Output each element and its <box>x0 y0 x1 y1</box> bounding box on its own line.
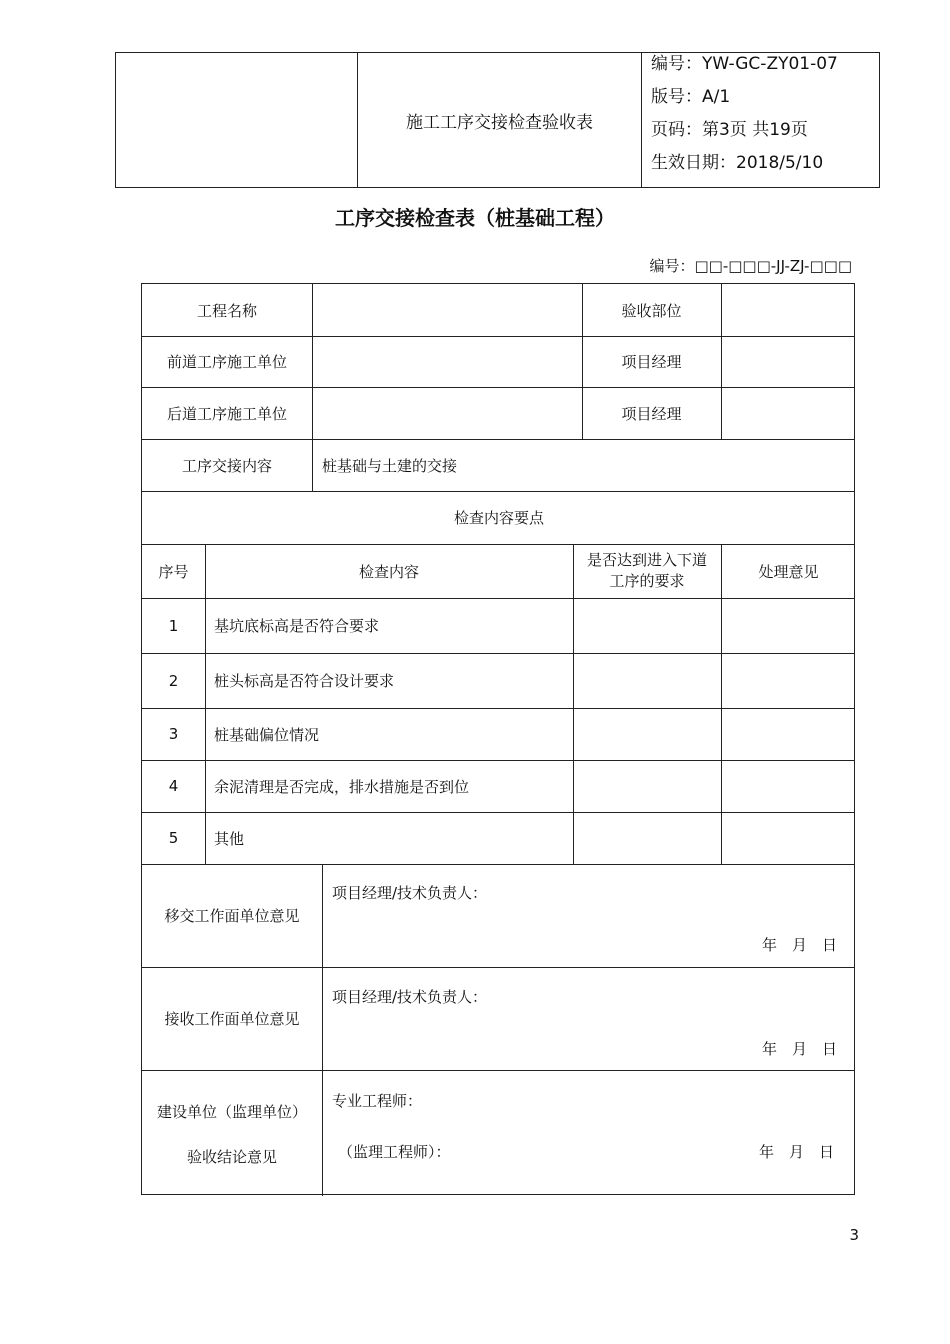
pm-field-1[interactable] <box>721 336 856 387</box>
row-no: 3 <box>168 725 179 743</box>
prev-unit-field[interactable] <box>312 336 582 387</box>
row-no: 4 <box>168 777 179 795</box>
next-unit-label: 后道工序施工单位 <box>166 404 287 423</box>
row-content: 基坑底标高是否符合要求 <box>214 617 380 635</box>
receive-label: 接收工作面单位意见 <box>164 1010 300 1028</box>
supervisor-sign: （监理工程师）： <box>338 1142 451 1161</box>
pm-label-1: 项目经理 <box>621 353 682 371</box>
row-no: 5 <box>168 829 179 847</box>
row-content: 桩头标高是否符合设计要求 <box>214 672 395 690</box>
header-effective-date: 生效日期：2018/5/10 <box>651 153 824 173</box>
project-name-label: 工程名称 <box>196 301 257 320</box>
handover-label: 工序交接内容 <box>181 456 272 475</box>
col-opinion: 处理意见 <box>758 562 819 581</box>
col-meet: 是否达到进入下道工序的要求 <box>586 551 707 590</box>
section-title: 检查内容要点 <box>453 509 544 527</box>
form-title: 工序交接检查表（桩基础工程） <box>335 206 615 230</box>
build-label-2: 验收结论意见 <box>186 1147 277 1166</box>
receive-sign: 项目经理/技术负责人： <box>332 987 488 1006</box>
header-doc-title: 施工工序交接检查验收表 <box>358 53 642 187</box>
handover-value: 桩基础与土建的交接 <box>322 456 458 475</box>
form-code: 编号：□□-□□□-JJ-ZJ-□□□ <box>649 257 852 275</box>
header-doc-number: 编号：YW-GC-ZY01-07 <box>651 54 838 74</box>
row-no: 2 <box>168 671 179 690</box>
pm-label-2: 项目经理 <box>621 404 682 423</box>
row-no: 1 <box>168 616 179 635</box>
transfer-label: 移交工作面单位意见 <box>164 907 300 925</box>
header-version: 版号：A/1 <box>651 87 731 107</box>
header-meta <box>642 53 879 187</box>
pm-field-2[interactable] <box>721 387 856 439</box>
page-number: 3 <box>849 1226 859 1244</box>
next-unit-field[interactable] <box>312 387 582 439</box>
transfer-sign: 项目经理/技术负责人： <box>332 883 488 902</box>
engineer-sign: 专业工程师： <box>332 1091 423 1110</box>
document-header <box>115 52 880 188</box>
logo-cell <box>116 53 358 187</box>
transfer-date: 年 月 日 <box>762 935 838 954</box>
project-name-field[interactable] <box>312 284 582 336</box>
col-no: 序号 <box>158 562 189 581</box>
header-page: 页码：第3页 共19页 <box>651 120 808 140</box>
row-content: 桩基础偏位情况 <box>214 725 320 744</box>
row-content: 其他 <box>214 829 245 848</box>
row-content: 余泥清理是否完成，排水措施是否到位 <box>214 777 470 796</box>
accept-part-label: 验收部位 <box>621 301 682 320</box>
prev-unit-label: 前道工序施工单位 <box>166 353 287 371</box>
build-label-1: 建设单位（监理单位） <box>156 1102 307 1121</box>
col-content: 检查内容 <box>358 562 419 581</box>
build-date: 年 月 日 <box>759 1142 835 1161</box>
inspection-form <box>141 283 855 1195</box>
accept-part-field[interactable] <box>721 284 856 336</box>
receive-date: 年 月 日 <box>762 1039 838 1058</box>
